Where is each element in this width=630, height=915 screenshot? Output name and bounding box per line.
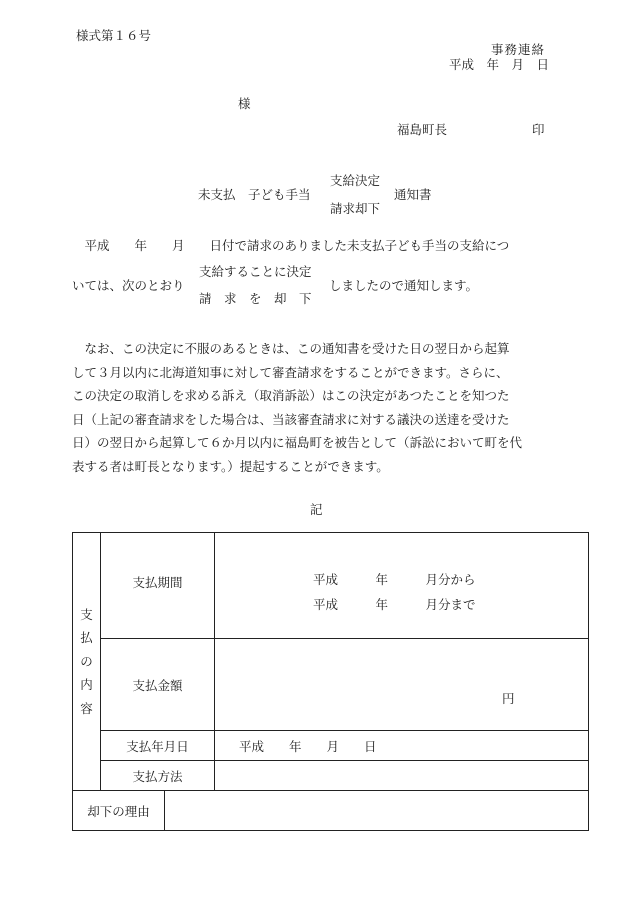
body-option-bottom: 請 求 を 却 下 bbox=[199, 291, 312, 306]
sender-title: 福島町長 bbox=[397, 122, 448, 137]
payment-details-table bbox=[72, 532, 589, 831]
method-label: 支払方法 bbox=[101, 761, 215, 791]
notice-line: なお、この決定に不服のあるときは、この通知書を受けた日の翌日から起算 bbox=[72, 341, 510, 356]
body-line-2-suffix: しましたので通知します。 bbox=[329, 278, 479, 293]
body-line-2-prefix: いては、次のとおり bbox=[72, 278, 185, 293]
form-number: 様式第１６号 bbox=[76, 28, 152, 43]
period-from: 平成 年 月分から bbox=[313, 572, 476, 587]
ki-heading: 記 bbox=[310, 502, 323, 517]
notice-line: この決定の取消しを求める訴え（取消訴訟）はこの決定があつたことを知つた bbox=[72, 388, 510, 403]
doc-type: 事務連絡 bbox=[491, 42, 546, 57]
period-value[interactable] bbox=[215, 533, 589, 639]
body-line-1: 平成 年 月 日付で請求のありました未支払子ども手当の支給につ bbox=[72, 238, 510, 253]
notice-line: 表する者は町長となります。）提起することができます。 bbox=[72, 458, 389, 474]
period-label: 支払期間 bbox=[101, 533, 215, 639]
amount-label: 支払金額 bbox=[101, 639, 215, 731]
doc-title-prefix: 未支払 子ども手当 bbox=[198, 187, 311, 202]
date-line: 平成 年 月 日 bbox=[449, 57, 550, 72]
notice-line: して３月以内に北海道知事に対して審査請求をすることができます。さらに、 bbox=[72, 364, 509, 380]
reject-reason-value[interactable] bbox=[165, 791, 589, 831]
seal-mark: 印 bbox=[532, 122, 545, 137]
amount-unit: 円 bbox=[502, 691, 515, 706]
notice-paragraph bbox=[72, 337, 584, 478]
payment-content-group-label: 支 払 の 内 容 bbox=[73, 533, 101, 791]
pay-date-label: 支払年月日 bbox=[101, 731, 215, 761]
doc-title-suffix: 通知書 bbox=[394, 187, 432, 202]
notice-line: 日（上記の審査請求をした場合は、当該審査請求に対する議決の送達を受けた bbox=[72, 411, 510, 427]
pay-date-value[interactable]: 平成 年 月 日 bbox=[215, 731, 589, 761]
period-to: 平成 年 月分まで bbox=[313, 597, 476, 612]
doc-title-option-bottom: 請求却下 bbox=[330, 201, 381, 216]
method-value[interactable] bbox=[215, 761, 589, 791]
doc-title-option-top: 支給決定 bbox=[330, 173, 381, 188]
body-option-top: 支給することに決定 bbox=[199, 264, 312, 279]
addressee-suffix: 様 bbox=[238, 96, 251, 111]
notice-line: 日）の翌日から起算して６か月以内に福島町を被告として（訴訟において町を代 bbox=[72, 435, 523, 450]
amount-value[interactable] bbox=[215, 639, 589, 731]
reject-reason-label: 却下の理由 bbox=[73, 791, 165, 831]
